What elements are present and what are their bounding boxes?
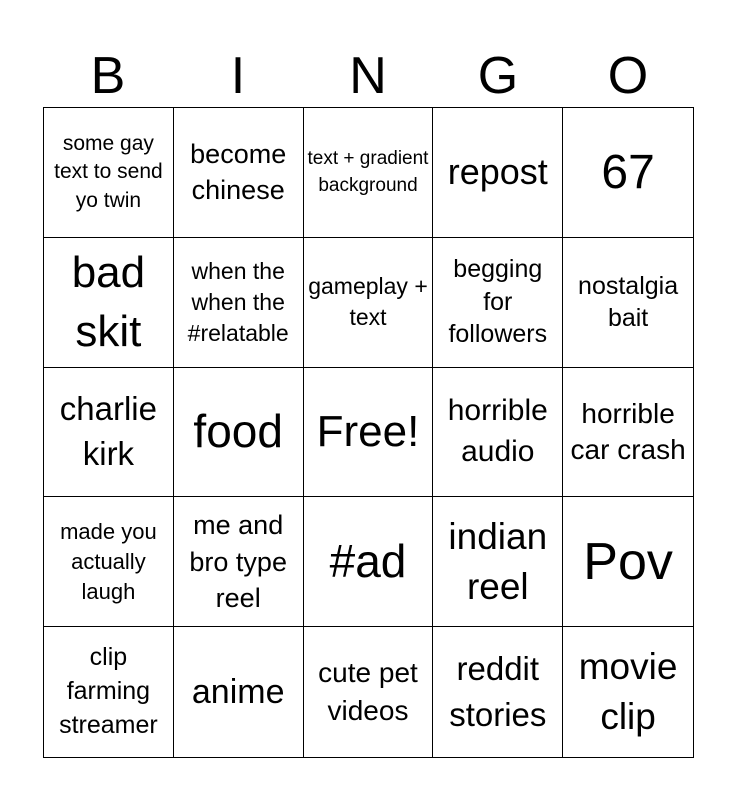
cell-text: when the when the #relatable: [187, 257, 289, 346]
bingo-grid: [43, 107, 694, 758]
bingo-cell[interactable]: [174, 627, 304, 757]
header-letter-o: O: [607, 47, 649, 105]
bingo-cell[interactable]: [174, 497, 304, 627]
cell-text: food: [193, 405, 283, 458]
bingo-cell[interactable]: [44, 238, 174, 368]
cell-text: indian reel: [448, 515, 548, 607]
bingo-cell[interactable]: [563, 108, 693, 238]
cell-text: reddit stories: [449, 649, 547, 734]
bingo-cell[interactable]: [563, 238, 693, 368]
bingo-header: [43, 44, 693, 108]
cell-text: 67: [601, 145, 655, 199]
bingo-cell[interactable]: [433, 627, 563, 757]
bingo-cell[interactable]: [433, 238, 563, 368]
cell-text: me and bro type reel: [189, 510, 287, 613]
bingo-cell[interactable]: [44, 368, 174, 498]
bingo-cell[interactable]: [433, 108, 563, 238]
cell-text: horrible audio: [447, 394, 548, 468]
free-space-text: Free!: [316, 407, 420, 457]
bingo-cell[interactable]: [174, 368, 304, 498]
cell-text: nostalgia bait: [578, 271, 679, 333]
bingo-cell[interactable]: [563, 497, 693, 627]
bingo-cell[interactable]: [433, 497, 563, 627]
bingo-cell[interactable]: [433, 368, 563, 498]
cell-text: horrible car crash: [570, 397, 686, 465]
cell-text: Pov: [583, 532, 673, 591]
bingo-cell[interactable]: [44, 108, 174, 238]
cell-text: made you actually laugh: [60, 519, 157, 604]
bingo-cell[interactable]: [44, 627, 174, 757]
bingo-cell[interactable]: [174, 108, 304, 238]
bingo-cell[interactable]: [304, 627, 434, 757]
cell-text: begging for followers: [448, 255, 548, 349]
bingo-cell[interactable]: [563, 368, 693, 498]
cell-text: clip farming streamer: [59, 643, 158, 739]
bingo-cell[interactable]: [44, 497, 174, 627]
cell-text: some gay text to send yo twin: [54, 131, 163, 212]
cell-text: charlie kirk: [59, 390, 157, 472]
bingo-cell[interactable]: [563, 627, 693, 757]
cell-text: become chinese: [190, 138, 287, 206]
cell-text: #ad: [329, 534, 407, 587]
cell-text: bad skit: [71, 247, 146, 357]
header-letter-b: B: [90, 47, 126, 105]
header-letter-n: N: [349, 47, 387, 105]
cell-text: cute pet videos: [318, 657, 418, 727]
cell-text: anime: [191, 672, 285, 711]
header-letter-i: I: [230, 47, 246, 105]
bingo-cell[interactable]: [174, 238, 304, 368]
bingo-cell[interactable]: [304, 497, 434, 627]
bingo-cell[interactable]: [304, 368, 434, 498]
cell-text: movie clip: [578, 646, 678, 738]
bingo-cell[interactable]: [304, 238, 434, 368]
cell-text: gameplay + text: [308, 273, 428, 331]
cell-text: text + gradient background: [307, 147, 429, 197]
header-letter-g: G: [477, 47, 519, 105]
cell-text: repost: [447, 151, 548, 192]
bingo-cell[interactable]: [304, 108, 434, 238]
